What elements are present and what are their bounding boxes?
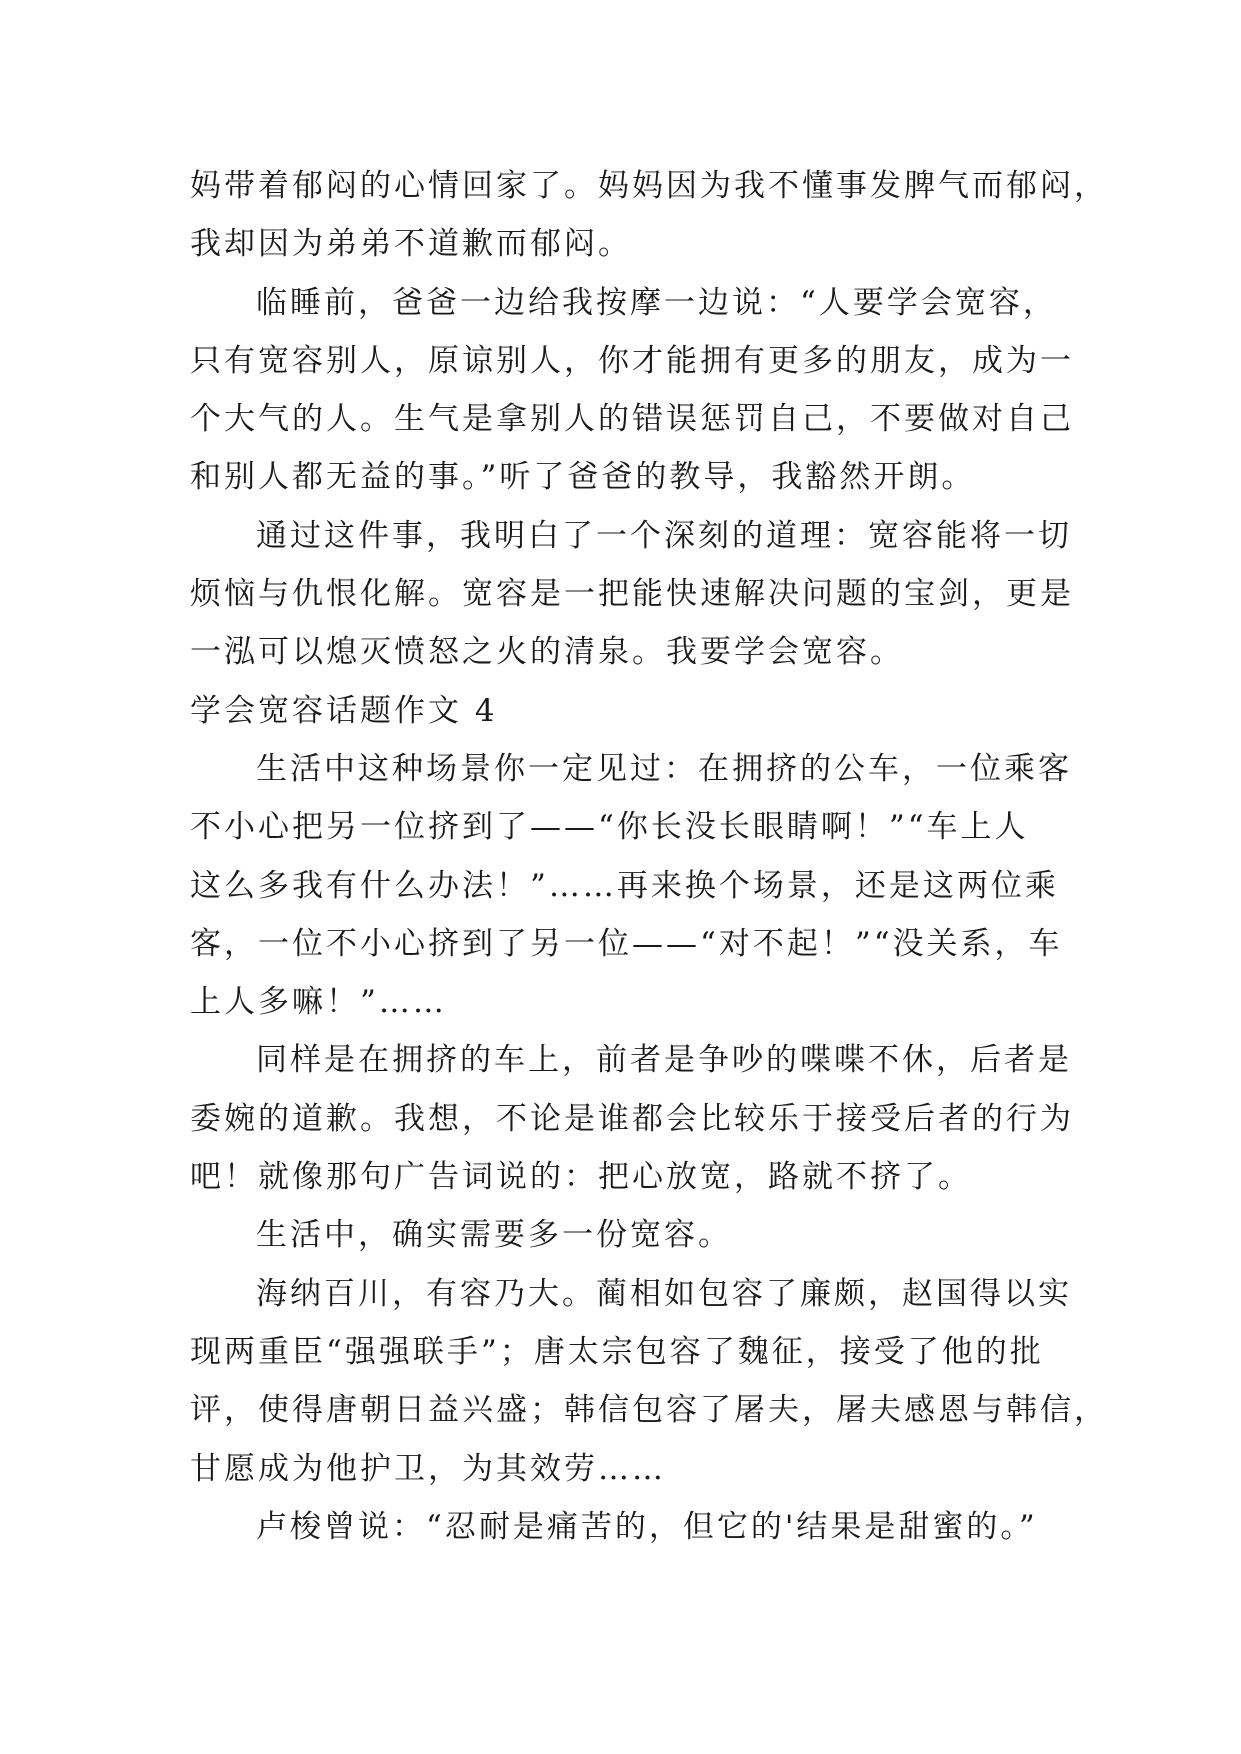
- text-line: 只有宽容别人，原谅别人，你才能拥有更多的朋友，成为一: [190, 342, 1074, 379]
- text-line: 上人多嘛！”……: [190, 984, 447, 1021]
- text-line: 我却因为弟弟不道歉而郁闷。: [190, 226, 632, 263]
- section-heading: 学会宽容话题作文 4: [190, 692, 498, 729]
- paragraph-start: 同样是在拥挤的车上，前者是争吵的喋喋不休，后者是: [256, 1042, 1072, 1079]
- paragraph-start: 通过这件事，我明白了一个深刻的道理：宽容能将一切: [256, 517, 1072, 554]
- text-line: 个大气的人。生气是拿别人的错误惩罚自己，不要做对自己: [190, 401, 1074, 438]
- text-line: 甘愿成为他护卫，为其效劳……: [190, 1450, 666, 1487]
- text-line: 委婉的道歉。我想，不论是谁都会比较乐于接受后者的行为: [190, 1100, 1074, 1137]
- paragraph-start: 卢梭曾说：“忍耐是痛苦的，但它的'结果是甜蜜的。”: [256, 1508, 1038, 1545]
- text-line: 客，一位不小心挤到了另一位——“对不起！”“没关系，车: [190, 925, 1063, 962]
- text-line: 评，使得唐朝日益兴盛；韩信包容了屠夫，屠夫感恩与韩信，: [190, 1392, 1108, 1429]
- paragraph-start: 生活中这种场景你一定见过：在拥挤的公车，一位乘客: [256, 750, 1072, 787]
- text-line: 烦恼与仇恨化解。宽容是一把能快速解决问题的宝剑，更是: [190, 576, 1074, 613]
- text-line: 现两重臣“强强联手”；唐太宗包容了魏征，接受了他的批: [190, 1333, 1044, 1370]
- text-line: 和别人都无益的事。”听了爸爸的教导，我豁然开朗。: [190, 459, 976, 496]
- document-page: [190, 157, 1108, 1556]
- text-line: 妈带着郁闷的心情回家了。妈妈因为我不懂事发脾气而郁闷，: [190, 168, 1108, 204]
- paragraph-start: 临睡前，爸爸一边给我按摩一边说：“人要学会宽容，: [256, 284, 1057, 321]
- text-line: 一泓可以熄灭愤怒之火的清泉。我要学会宽容。: [190, 634, 904, 671]
- text-line: 这么多我有什么办法！”……再来换个场景，还是这两位乘: [190, 867, 1059, 904]
- paragraph-start: 海纳百川，有容乃大。蔺相如包容了廉颇，赵国得以实: [256, 1275, 1072, 1312]
- text-line: 不小心把另一位挤到了——“你长没长眼睛啊！”“车上人: [190, 809, 1029, 846]
- text-line: 吧！就像那句广告词说的：把心放宽，路就不挤了。: [190, 1159, 972, 1196]
- paragraph-start: 生活中，确实需要多一份宽容。: [256, 1217, 732, 1254]
